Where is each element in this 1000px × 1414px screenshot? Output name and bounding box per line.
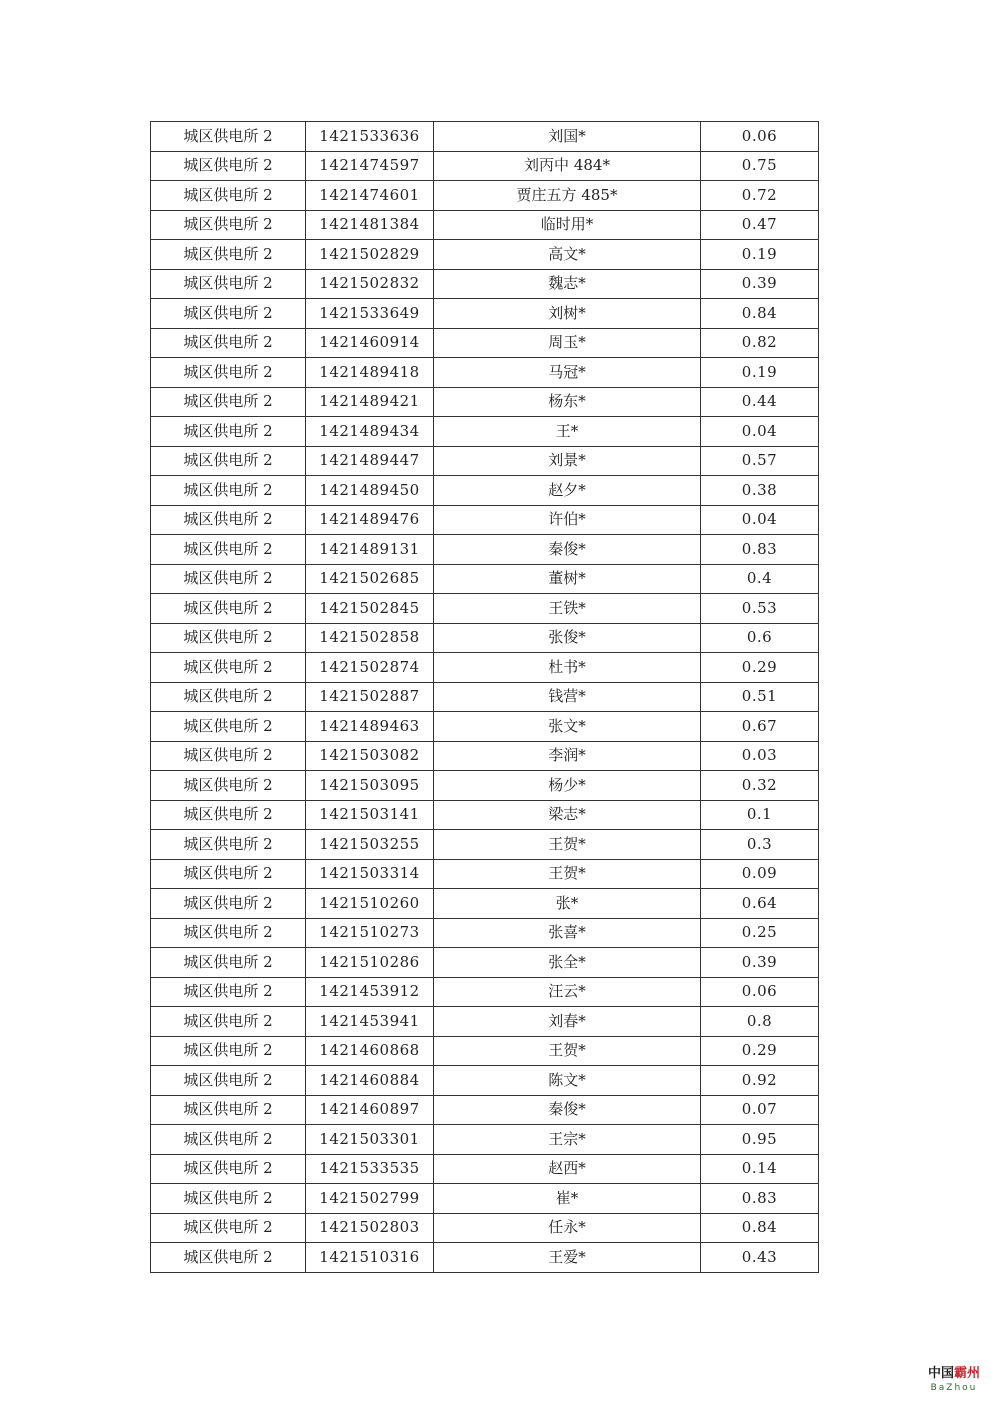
cell-name: 杜书* xyxy=(434,653,701,683)
cell-station: 城区供电所 2 xyxy=(151,122,306,152)
cell-account-number: 1421489131 xyxy=(306,535,434,565)
cell-value: 0.72 xyxy=(701,181,819,211)
cell-value: 0.38 xyxy=(701,476,819,506)
cell-station: 城区供电所 2 xyxy=(151,977,306,1007)
cell-station: 城区供电所 2 xyxy=(151,387,306,417)
cell-station: 城区供电所 2 xyxy=(151,181,306,211)
table-row xyxy=(151,1213,819,1243)
cell-name: 任永* xyxy=(434,1213,701,1243)
table-row xyxy=(151,889,819,919)
cell-account-number: 1421489434 xyxy=(306,417,434,447)
cell-name: 赵夕* xyxy=(434,476,701,506)
cell-station: 城区供电所 2 xyxy=(151,1154,306,1184)
table-row xyxy=(151,653,819,683)
cell-name: 马冠* xyxy=(434,358,701,388)
table-row xyxy=(151,1125,819,1155)
cell-account-number: 1421489418 xyxy=(306,358,434,388)
cell-account-number: 1421510316 xyxy=(306,1243,434,1273)
cell-value: 0.44 xyxy=(701,387,819,417)
table-row xyxy=(151,918,819,948)
cell-station: 城区供电所 2 xyxy=(151,151,306,181)
cell-station: 城区供电所 2 xyxy=(151,564,306,594)
table-row xyxy=(151,859,819,889)
cell-name: 杨东* xyxy=(434,387,701,417)
cell-value: 0.09 xyxy=(701,859,819,889)
cell-name: 王铁* xyxy=(434,594,701,624)
cell-value: 0.75 xyxy=(701,151,819,181)
table-row xyxy=(151,623,819,653)
cell-station: 城区供电所 2 xyxy=(151,712,306,742)
table-row xyxy=(151,594,819,624)
cell-station: 城区供电所 2 xyxy=(151,1036,306,1066)
cell-account-number: 1421533636 xyxy=(306,122,434,152)
logo-subtitle: BaZhou xyxy=(930,1383,978,1393)
cell-account-number: 1421510260 xyxy=(306,889,434,919)
table-row xyxy=(151,151,819,181)
cell-station: 城区供电所 2 xyxy=(151,535,306,565)
cell-account-number: 1421510273 xyxy=(306,918,434,948)
table-row xyxy=(151,830,819,860)
logo-text-part2: 霸州 xyxy=(954,1366,981,1381)
cell-name: 赵西* xyxy=(434,1154,701,1184)
cell-station: 城区供电所 2 xyxy=(151,918,306,948)
cell-station: 城区供电所 2 xyxy=(151,771,306,801)
cell-value: 0.6 xyxy=(701,623,819,653)
cell-value: 0.06 xyxy=(701,122,819,152)
cell-account-number: 1421503141 xyxy=(306,800,434,830)
table-row xyxy=(151,1066,819,1096)
cell-account-number: 1421460914 xyxy=(306,328,434,358)
cell-value: 0.51 xyxy=(701,682,819,712)
cell-account-number: 1421453912 xyxy=(306,977,434,1007)
cell-station: 城区供电所 2 xyxy=(151,682,306,712)
cell-station: 城区供电所 2 xyxy=(151,594,306,624)
cell-name: 钱营* xyxy=(434,682,701,712)
cell-value: 0.25 xyxy=(701,918,819,948)
cell-value: 0.67 xyxy=(701,712,819,742)
cell-value: 0.29 xyxy=(701,1036,819,1066)
cell-account-number: 1421502799 xyxy=(306,1184,434,1214)
cell-value: 0.57 xyxy=(701,446,819,476)
cell-name: 周玉* xyxy=(434,328,701,358)
cell-value: 0.06 xyxy=(701,977,819,1007)
cell-value: 0.53 xyxy=(701,594,819,624)
cell-account-number: 1421503255 xyxy=(306,830,434,860)
table-row xyxy=(151,1095,819,1125)
cell-name: 王贺* xyxy=(434,1036,701,1066)
cell-value: 0.83 xyxy=(701,535,819,565)
cell-name: 秦俊* xyxy=(434,535,701,565)
cell-account-number: 1421502887 xyxy=(306,682,434,712)
cell-station: 城区供电所 2 xyxy=(151,859,306,889)
cell-name: 王* xyxy=(434,417,701,447)
cell-account-number: 1421533649 xyxy=(306,299,434,329)
cell-station: 城区供电所 2 xyxy=(151,446,306,476)
cell-name: 陈文* xyxy=(434,1066,701,1096)
cell-station: 城区供电所 2 xyxy=(151,476,306,506)
cell-station: 城区供电所 2 xyxy=(151,741,306,771)
cell-name: 董树* xyxy=(434,564,701,594)
cell-account-number: 1421489463 xyxy=(306,712,434,742)
cell-account-number: 1421502874 xyxy=(306,653,434,683)
cell-account-number: 1421474597 xyxy=(306,151,434,181)
cell-name: 王爱* xyxy=(434,1243,701,1273)
cell-account-number: 1421502832 xyxy=(306,269,434,299)
cell-name: 张文* xyxy=(434,712,701,742)
cell-value: 0.47 xyxy=(701,210,819,240)
table-row xyxy=(151,1243,819,1273)
cell-station: 城区供电所 2 xyxy=(151,210,306,240)
cell-value: 0.29 xyxy=(701,653,819,683)
logo-text-part1: 中国 xyxy=(927,1366,954,1381)
cell-value: 0.4 xyxy=(701,564,819,594)
cell-name: 张喜* xyxy=(434,918,701,948)
table-row xyxy=(151,122,819,152)
table-row xyxy=(151,240,819,270)
cell-name: 刘春* xyxy=(434,1007,701,1037)
table-row xyxy=(151,712,819,742)
table-row xyxy=(151,564,819,594)
cell-account-number: 1421502829 xyxy=(306,240,434,270)
cell-value: 0.95 xyxy=(701,1125,819,1155)
table-row xyxy=(151,358,819,388)
cell-name: 张俊* xyxy=(434,623,701,653)
table-row xyxy=(151,446,819,476)
cell-station: 城区供电所 2 xyxy=(151,1184,306,1214)
cell-account-number: 1421489450 xyxy=(306,476,434,506)
cell-account-number: 1421503301 xyxy=(306,1125,434,1155)
table-body xyxy=(151,122,819,1273)
cell-station: 城区供电所 2 xyxy=(151,417,306,447)
cell-name: 刘丙中 484* xyxy=(434,151,701,181)
cell-station: 城区供电所 2 xyxy=(151,269,306,299)
cell-name: 汪云* xyxy=(434,977,701,1007)
table-row xyxy=(151,1036,819,1066)
cell-station: 城区供电所 2 xyxy=(151,948,306,978)
cell-value: 0.32 xyxy=(701,771,819,801)
cell-name: 临时用* xyxy=(434,210,701,240)
cell-value: 0.39 xyxy=(701,948,819,978)
cell-account-number: 1421474601 xyxy=(306,181,434,211)
table-row xyxy=(151,210,819,240)
logo-title xyxy=(922,1366,986,1382)
table-row xyxy=(151,682,819,712)
cell-value: 0.07 xyxy=(701,1095,819,1125)
cell-station: 城区供电所 2 xyxy=(151,299,306,329)
cell-station: 城区供电所 2 xyxy=(151,889,306,919)
cell-account-number: 1421481384 xyxy=(306,210,434,240)
table-row xyxy=(151,771,819,801)
cell-value: 0.84 xyxy=(701,1213,819,1243)
cell-station: 城区供电所 2 xyxy=(151,1066,306,1096)
cell-station: 城区供电所 2 xyxy=(151,505,306,535)
cell-station: 城区供电所 2 xyxy=(151,328,306,358)
cell-name: 张全* xyxy=(434,948,701,978)
cell-value: 0.43 xyxy=(701,1243,819,1273)
table-row xyxy=(151,1154,819,1184)
cell-account-number: 1421489476 xyxy=(306,505,434,535)
cell-value: 0.1 xyxy=(701,800,819,830)
cell-value: 0.39 xyxy=(701,269,819,299)
table-row xyxy=(151,948,819,978)
cell-name: 刘树* xyxy=(434,299,701,329)
cell-name: 刘景* xyxy=(434,446,701,476)
cell-value: 0.83 xyxy=(701,1184,819,1214)
table-row xyxy=(151,977,819,1007)
cell-name: 王贺* xyxy=(434,859,701,889)
cell-value: 0.84 xyxy=(701,299,819,329)
cell-account-number: 1421502845 xyxy=(306,594,434,624)
cell-name: 许伯* xyxy=(434,505,701,535)
cell-account-number: 1421502685 xyxy=(306,564,434,594)
cell-value: 0.8 xyxy=(701,1007,819,1037)
cell-name: 梁志* xyxy=(434,800,701,830)
cell-account-number: 1421510286 xyxy=(306,948,434,978)
cell-station: 城区供电所 2 xyxy=(151,1243,306,1273)
cell-account-number: 1421460897 xyxy=(306,1095,434,1125)
cell-name: 魏志* xyxy=(434,269,701,299)
cell-station: 城区供电所 2 xyxy=(151,830,306,860)
cell-name: 王贺* xyxy=(434,830,701,860)
cell-name: 杨少* xyxy=(434,771,701,801)
site-watermark-logo xyxy=(922,1366,986,1394)
cell-station: 城区供电所 2 xyxy=(151,240,306,270)
cell-name: 李润* xyxy=(434,741,701,771)
cell-station: 城区供电所 2 xyxy=(151,358,306,388)
cell-account-number: 1421503095 xyxy=(306,771,434,801)
cell-account-number: 1421502803 xyxy=(306,1213,434,1243)
cell-name: 王宗* xyxy=(434,1125,701,1155)
cell-station: 城区供电所 2 xyxy=(151,1007,306,1037)
table-row xyxy=(151,387,819,417)
cell-account-number: 1421453941 xyxy=(306,1007,434,1037)
cell-value: 0.04 xyxy=(701,417,819,447)
cell-value: 0.3 xyxy=(701,830,819,860)
table-row xyxy=(151,1184,819,1214)
cell-name: 秦俊* xyxy=(434,1095,701,1125)
table-row xyxy=(151,476,819,506)
cell-name: 崔* xyxy=(434,1184,701,1214)
cell-value: 0.64 xyxy=(701,889,819,919)
table-row xyxy=(151,299,819,329)
cell-value: 0.19 xyxy=(701,358,819,388)
cell-name: 高文* xyxy=(434,240,701,270)
cell-value: 0.19 xyxy=(701,240,819,270)
cell-station: 城区供电所 2 xyxy=(151,1125,306,1155)
table-row xyxy=(151,741,819,771)
cell-station: 城区供电所 2 xyxy=(151,653,306,683)
table-row xyxy=(151,1007,819,1037)
cell-account-number: 1421489447 xyxy=(306,446,434,476)
table-row xyxy=(151,328,819,358)
cell-account-number: 1421502858 xyxy=(306,623,434,653)
cell-name: 张* xyxy=(434,889,701,919)
cell-name: 刘国* xyxy=(434,122,701,152)
cell-value: 0.92 xyxy=(701,1066,819,1096)
table-row xyxy=(151,505,819,535)
cell-station: 城区供电所 2 xyxy=(151,1213,306,1243)
cell-account-number: 1421460868 xyxy=(306,1036,434,1066)
cell-station: 城区供电所 2 xyxy=(151,800,306,830)
cell-account-number: 1421460884 xyxy=(306,1066,434,1096)
table-row xyxy=(151,181,819,211)
cell-station: 城区供电所 2 xyxy=(151,1095,306,1125)
cell-name: 贾庄五方 485* xyxy=(434,181,701,211)
cell-account-number: 1421503314 xyxy=(306,859,434,889)
table-row xyxy=(151,800,819,830)
table-row xyxy=(151,535,819,565)
cell-station: 城区供电所 2 xyxy=(151,623,306,653)
cell-account-number: 1421533535 xyxy=(306,1154,434,1184)
cell-account-number: 1421489421 xyxy=(306,387,434,417)
cell-value: 0.82 xyxy=(701,328,819,358)
table-row xyxy=(151,269,819,299)
table-row xyxy=(151,417,819,447)
cell-account-number: 1421503082 xyxy=(306,741,434,771)
cell-value: 0.14 xyxy=(701,1154,819,1184)
cell-value: 0.04 xyxy=(701,505,819,535)
cell-value: 0.03 xyxy=(701,741,819,771)
data-table xyxy=(150,121,819,1273)
